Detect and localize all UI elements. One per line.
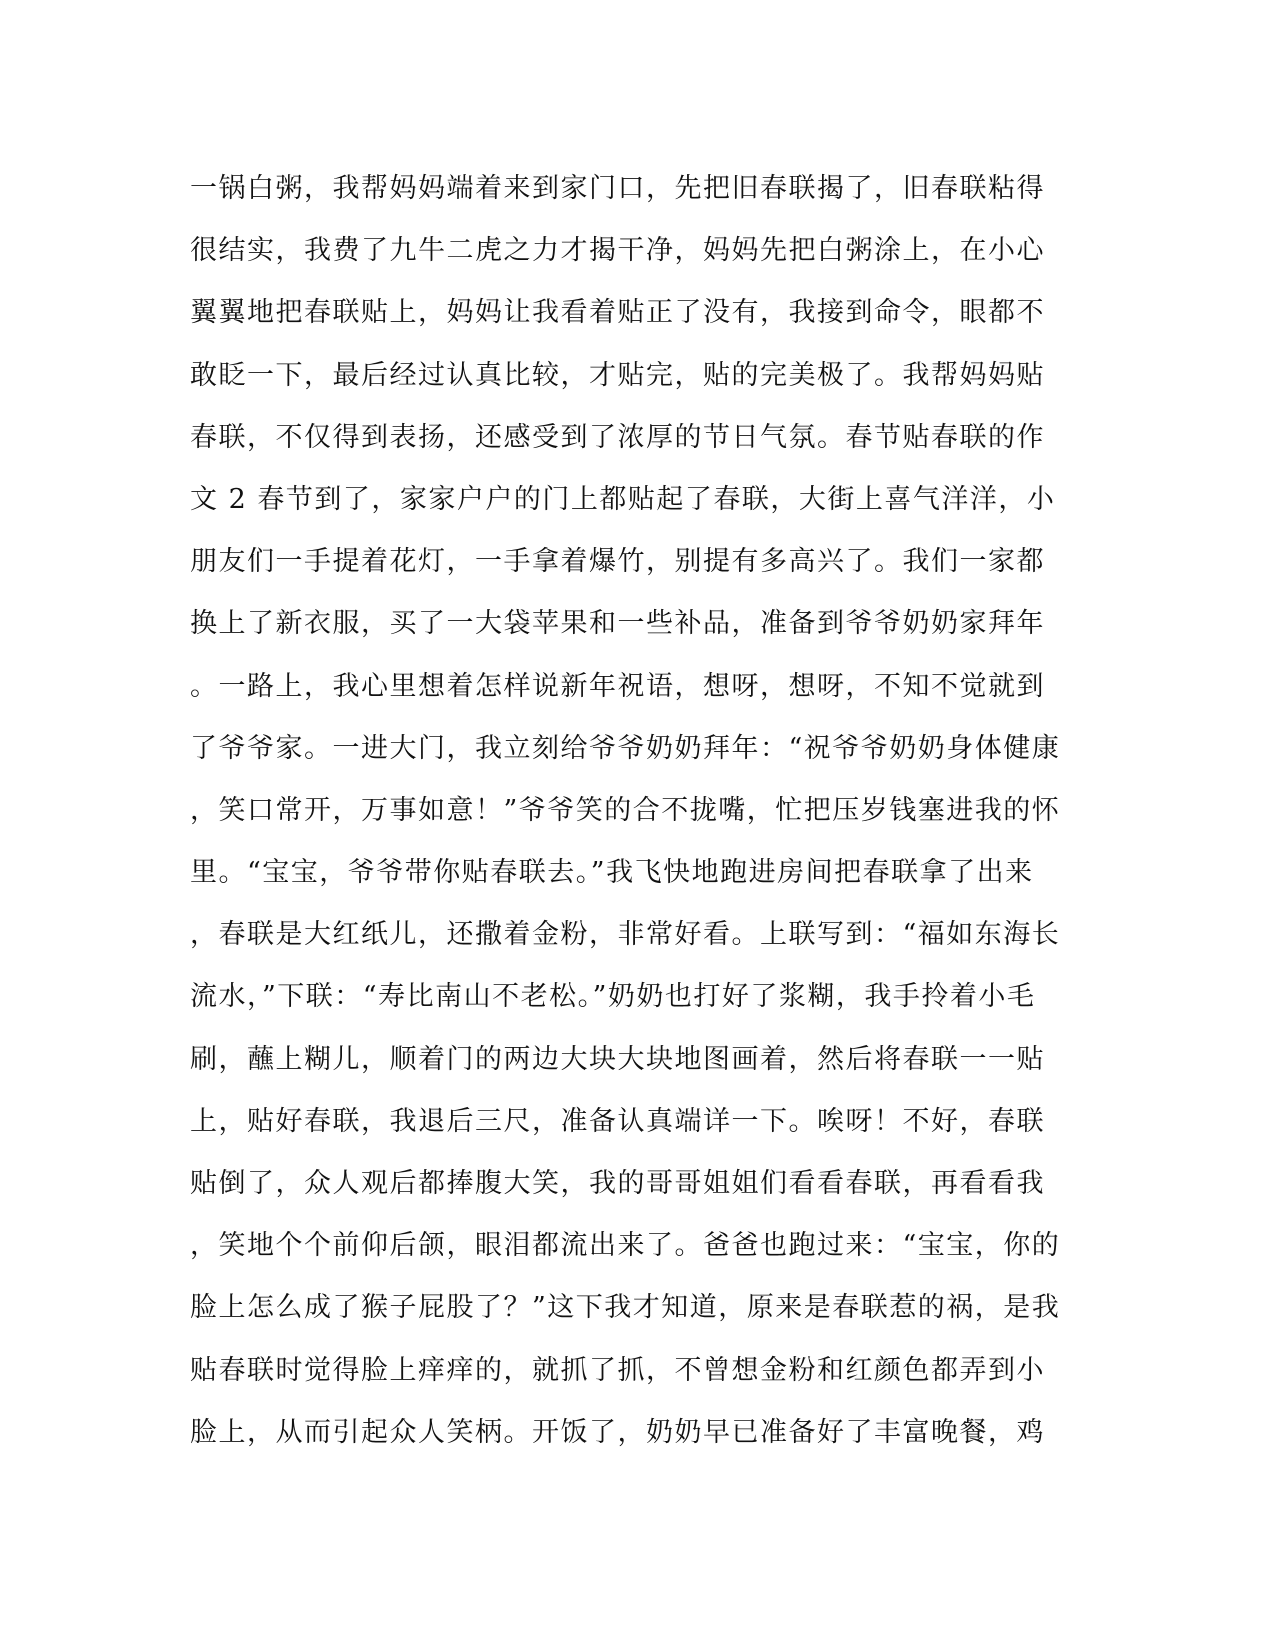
text-line: 上，贴好春联，我退后三尺，准备认真端详一下。唉呀！不好，春联: [190, 1105, 1045, 1137]
text-line: ，春联是大红纸儿，还撒着金粉，非常好看。上联写到：“福如东海长: [190, 919, 1061, 951]
text-line: ，笑地个个前仰后颌，眼泪都流出来了。爸爸也跑过来：“宝宝，你的: [190, 1230, 1061, 1262]
text-line: 贴倒了，众人观后都捧腹大笑，我的哥哥姐姐们看看春联，再看看我: [190, 1168, 1045, 1199]
text-line: 。一路上，我心里想着怎样说新年祝语，想呀，想呀，不知不觉就到: [190, 670, 1045, 702]
text-line: 春联，不仅得到表扬，还感受到了浓厚的节日气氛。春节贴春联的作: [190, 421, 1045, 453]
text-line: 刷，蘸上糊儿，顺着门的两边大块大块地图画着，然后将春联一一贴: [190, 1043, 1045, 1075]
text-line: 一锅白粥，我帮妈妈端着来到家门口，先把旧春联揭了，旧春联粘得: [190, 173, 1045, 204]
text-line: 脸上，从而引起众人笑柄。开饭了，奶奶早已准备好了丰富晚餐，鸡: [190, 1416, 1045, 1448]
text-line: 换上了新衣服，买了一大袋苹果和一些补品，准备到爷爷奶奶家拜年: [190, 608, 1045, 640]
text-line: 很结实，我费了九牛二虎之力才揭干净，妈妈先把白粥涂上，在小心: [190, 235, 1045, 267]
text-line: 朋友们一手提着花灯，一手拿着爆竹，别提有多高兴了。我们一家都: [190, 546, 1045, 578]
text-line: 了爷爷家。一进大门，我立刻给爷爷奶奶拜年：“祝爷爷奶奶身体健康: [190, 732, 1061, 764]
text-line: 翼翼地把春联贴上，妈妈让我看着贴正了没有，我接到命令，眼都不: [190, 297, 1045, 329]
text-line: ，笑口常开，万事如意！”爷爷笑的合不拢嘴，忙把压岁钱塞进我的怀: [190, 794, 1061, 826]
text-line: 贴春联时觉得脸上痒痒的，就抓了抓，不曾想金粉和红颜色都弄到小: [190, 1354, 1045, 1386]
text-line: 流水，”下联：“寿比南山不老松。”奶奶也打好了浆糊，我手拎着小毛: [190, 981, 1036, 1013]
body-text: [190, 158, 1090, 1464]
text-line: 文 2 春节到了，家家户户的门上都贴起了春联，大街上喜气洋洋，小: [190, 483, 1056, 515]
text-line: 脸上怎么成了猴子屁股了？”这下我才知道，原来是春联惹的祸，是我: [190, 1292, 1061, 1324]
text-line: 里。“宝宝，爷爷带你贴春联去。”我飞快地跑进房间把春联拿了出来: [190, 857, 1034, 889]
text-line: 敢眨一下，最后经过认真比较，才贴完，贴的完美极了。我帮妈妈贴: [190, 359, 1045, 391]
